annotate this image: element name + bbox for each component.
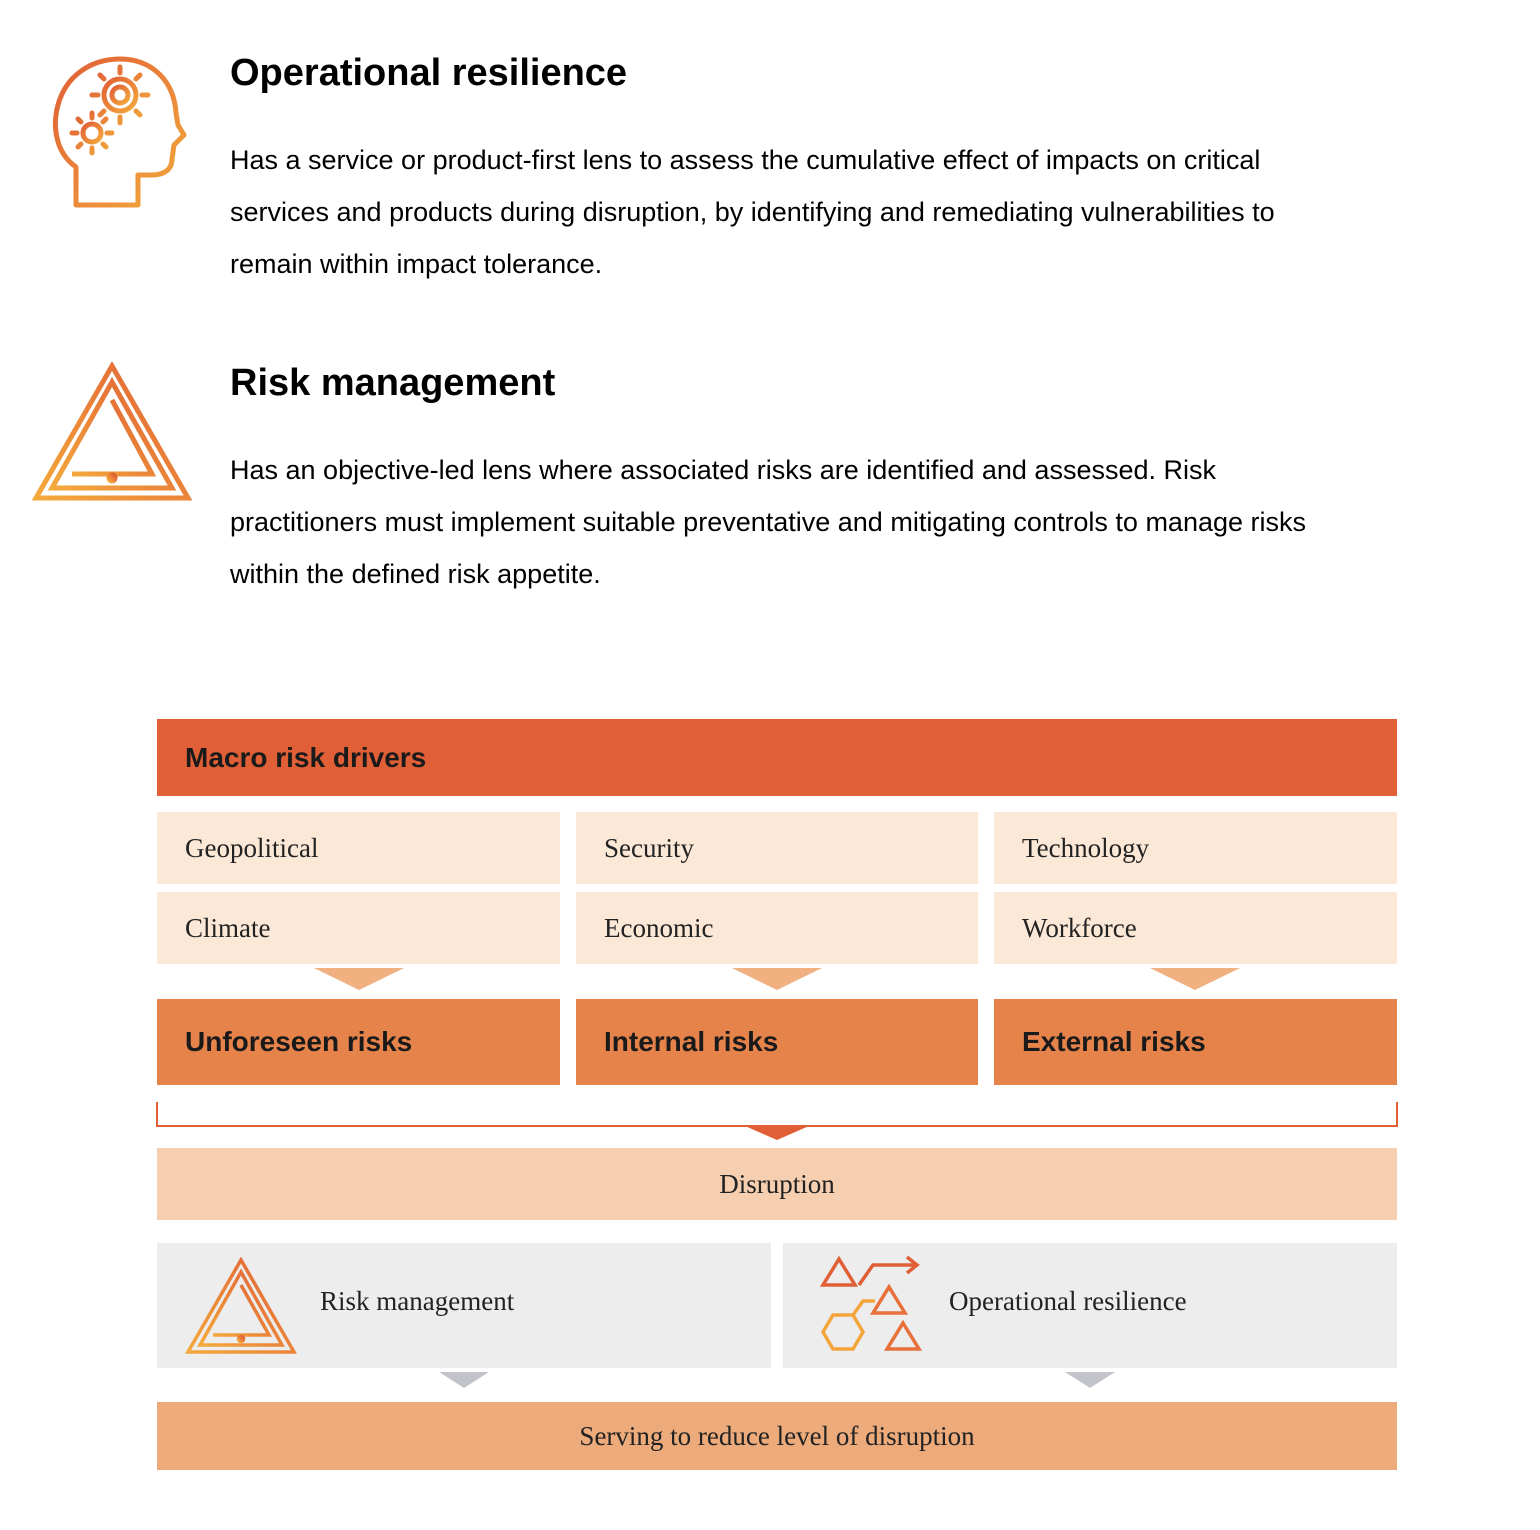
shapes-arrow-icon <box>819 1255 923 1355</box>
warning-triangle-icon <box>32 362 192 504</box>
driver-economic: Economic <box>576 892 978 964</box>
head-gears-icon <box>48 55 188 210</box>
section-description <box>230 444 1306 600</box>
driver-technology: Technology <box>994 812 1397 884</box>
lens-operational-resilience <box>783 1243 1397 1368</box>
lens-label: Risk management <box>320 1286 515 1316</box>
driver-workforce: Workforce <box>994 892 1397 964</box>
driver-climate: Climate <box>157 892 560 964</box>
down-arrow-icon <box>314 968 404 990</box>
convergence-bracket <box>155 1102 1399 1142</box>
section-description <box>230 134 1275 290</box>
outcome-box: Serving to reduce level of disruption <box>157 1402 1397 1470</box>
risk-category-unforeseen: Unforeseen risks <box>157 999 560 1085</box>
section-title: Operational resilience <box>230 52 628 94</box>
lens-risk-management <box>157 1243 771 1368</box>
description-line: services and products during disruption, by identifying and remediating vulnerabilities to <box>230 197 1275 227</box>
macro-risk-drivers-header: Macro risk drivers <box>157 719 1397 796</box>
description-line: Has a service or product-first lens to assess the cumulative effect of impacts on critical <box>230 145 1261 175</box>
driver-geopolitical: Geopolitical <box>157 812 560 884</box>
description-line: remain within impact tolerance. <box>230 249 603 279</box>
down-arrow-icon <box>439 1372 489 1388</box>
description-line: Has an objective-led lens where associated risks are identified and assessed. Risk <box>230 455 1217 485</box>
section-title: Risk management <box>230 362 556 404</box>
down-arrow-icon <box>1065 1372 1115 1388</box>
description-line: practitioners must implement suitable preventative and mitigating controls to manage risks <box>230 507 1307 537</box>
warning-triangle-icon <box>185 1257 297 1355</box>
driver-security: Security <box>576 812 978 884</box>
down-arrow-icon <box>1150 968 1240 990</box>
lens-label: Operational resilience <box>949 1286 1187 1316</box>
down-arrow-icon <box>732 968 822 990</box>
risk-category-external: External risks <box>994 999 1397 1085</box>
disruption-box: Disruption <box>157 1148 1397 1220</box>
risk-category-internal: Internal risks <box>576 999 978 1085</box>
description-line: within the defined risk appetite. <box>230 559 601 589</box>
